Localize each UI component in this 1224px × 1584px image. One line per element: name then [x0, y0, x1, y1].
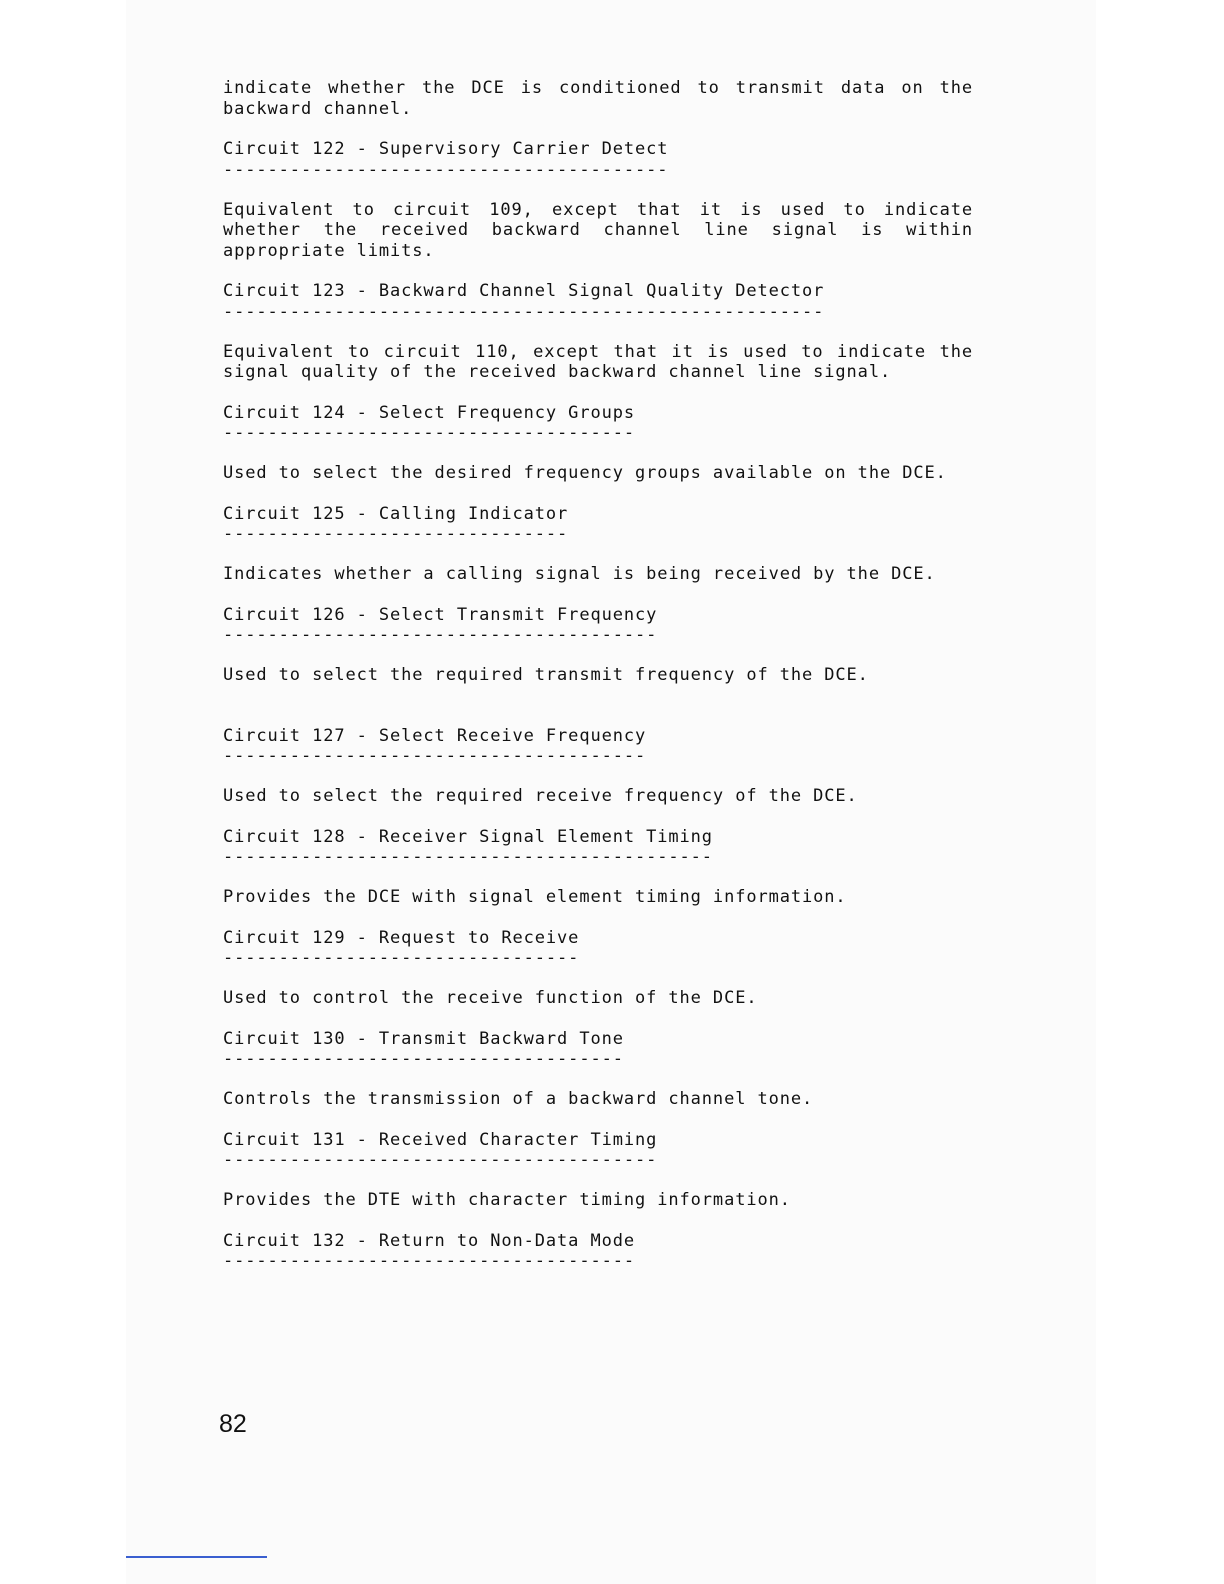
heading-underline: --------------------------------------: [223, 746, 647, 766]
section-body: Equivalent to circuit 110, except that it is used to indicate the signal quality of the received backward channel line signal.: [223, 341, 973, 382]
heading-underline: -------------------------------: [223, 524, 569, 544]
heading-underline: --------------------------------------------: [223, 847, 713, 867]
heading-underline: -------------------------------------: [223, 1251, 635, 1271]
footer-divider: [126, 1556, 267, 1558]
section-heading: Circuit 131 - Received Character Timing: [223, 1129, 658, 1150]
section-circuit-128: [223, 827, 973, 908]
section-heading: Circuit 123 - Backward Channel Signal Quality Detector: [223, 281, 825, 301]
section-body: Equivalent to circuit 109, except that it is used to indicate whether the received backward channel line signal is within appropriate limits.: [223, 199, 973, 261]
section-body: Used to select the required transmit frequency of the DCE.: [223, 665, 869, 685]
section-body: Used to select the required receive frequency of the DCE.: [223, 786, 858, 806]
section-body: Indicates whether a calling signal is being received by the DCE.: [223, 564, 936, 584]
heading-underline: ---------------------------------------: [223, 1150, 658, 1170]
document-content: [223, 78, 973, 1291]
section-heading: Circuit 130 - Transmit Backward Tone: [223, 1028, 624, 1049]
intro-paragraph: indicate whether the DCE is conditioned to transmit data on the backward channel.: [223, 78, 973, 119]
section-circuit-123: [223, 281, 973, 383]
section-circuit-127: [223, 726, 973, 807]
section-heading: Circuit 125 - Calling Indicator: [223, 503, 569, 524]
section-heading: Circuit 126 - Select Transmit Frequency: [223, 604, 658, 625]
section-body: Used to control the receive function of the DCE.: [223, 988, 758, 1008]
heading-underline: -------------------------------------: [223, 423, 635, 443]
heading-underline: ------------------------------------------------------: [223, 301, 825, 322]
section-circuit-122: [223, 139, 973, 261]
heading-underline: ------------------------------------: [223, 1049, 624, 1069]
section-body: Provides the DCE with signal element timing information.: [223, 887, 847, 907]
heading-underline: --------------------------------: [223, 948, 580, 968]
section-circuit-129: [223, 928, 973, 1009]
section-circuit-125: [223, 504, 973, 585]
section-heading: Circuit 122 - Supervisory Carrier Detect: [223, 139, 669, 159]
section-heading: Circuit 127 - Select Receive Frequency: [223, 725, 647, 746]
page-number: 82: [219, 1410, 247, 1438]
section-circuit-126: [223, 605, 973, 686]
section-heading: Circuit 124 - Select Frequency Groups: [223, 402, 635, 423]
section-heading: Circuit 129 - Request to Receive: [223, 927, 580, 948]
section-circuit-130: [223, 1029, 973, 1110]
section-circuit-131: [223, 1130, 973, 1211]
heading-underline: ----------------------------------------: [223, 159, 669, 180]
section-heading: Circuit 132 - Return to Non-Data Mode: [223, 1230, 635, 1251]
section-body: Provides the DTE with character timing information.: [223, 1190, 791, 1210]
section-body: Used to select the desired frequency groups available on the DCE.: [223, 463, 947, 483]
section-circuit-124: [223, 403, 973, 484]
section-heading: Circuit 128 - Receiver Signal Element Timing: [223, 826, 713, 847]
heading-underline: ---------------------------------------: [223, 625, 658, 645]
section-circuit-132: [223, 1231, 973, 1272]
section-body: Controls the transmission of a backward channel tone.: [223, 1089, 814, 1109]
